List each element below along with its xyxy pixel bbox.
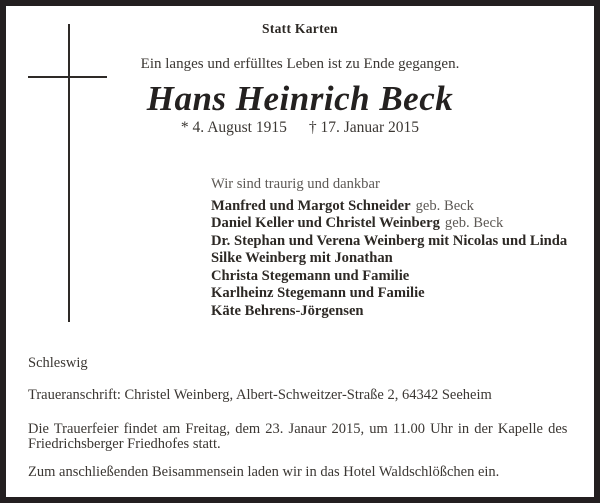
mourner-name: Daniel Keller und Christel Weinberg xyxy=(211,215,440,232)
mourner-row xyxy=(211,233,567,251)
mourner-row xyxy=(211,250,567,268)
life-dates xyxy=(0,119,600,137)
mourner-name: Dr. Stephan und Verena Weinberg mit Nicolas und Linda xyxy=(211,232,568,249)
mourner-row xyxy=(211,215,567,233)
deceased-name: Hans Heinrich Beck xyxy=(146,79,454,118)
condolence-address: Traueranschrift: Christel Weinberg, Albert-Schweitzer-Straße 2, 64342 Seeheim xyxy=(28,387,492,403)
mourners-list xyxy=(211,198,567,321)
mourner-suffix: geb. Beck xyxy=(415,197,474,214)
mourner-name: Karlheinz Stegemann und Familie xyxy=(211,285,425,302)
mourner-row xyxy=(211,285,567,303)
mourning-intro: Wir sind traurig und dankbar xyxy=(211,176,380,192)
city-line: Schleswig xyxy=(28,355,88,371)
funeral-line-1: Die Trauerfeier findet am Freitag, dem 23. Janaur 2015, um 11.00 Uhr in der Kapelle des xyxy=(28,420,568,437)
gathering-line: Zum anschließenden Beisammensein laden wir in das Hotel Waldschlößchen ein. xyxy=(28,464,500,480)
mourner-row xyxy=(211,198,567,216)
cross-horizontal-bar xyxy=(28,76,107,78)
mourner-name: Käte Behrens-Jörgensen xyxy=(211,303,364,320)
mourner-row xyxy=(211,268,567,286)
mourner-suffix: geb. Beck xyxy=(444,215,504,232)
mourner-name: Silke Weinberg mit Jonathan xyxy=(211,250,393,267)
death-date: † 17. Januar 2015 xyxy=(308,119,420,136)
mourner-name: Manfred und Margot Schneider xyxy=(211,197,411,214)
mourner-row xyxy=(211,303,567,321)
intro-line: Ein langes und erfülltes Leben ist zu Ende gegangen. xyxy=(140,56,460,72)
mourner-name: Christa Stegemann und Familie xyxy=(211,267,410,284)
funeral-line-2: Friedrichsberger Friedhofes statt. xyxy=(28,436,221,453)
birth-date: * 4. August 1915 xyxy=(180,119,287,136)
pre-header: Statt Karten xyxy=(262,21,338,36)
funeral-info xyxy=(28,422,576,453)
